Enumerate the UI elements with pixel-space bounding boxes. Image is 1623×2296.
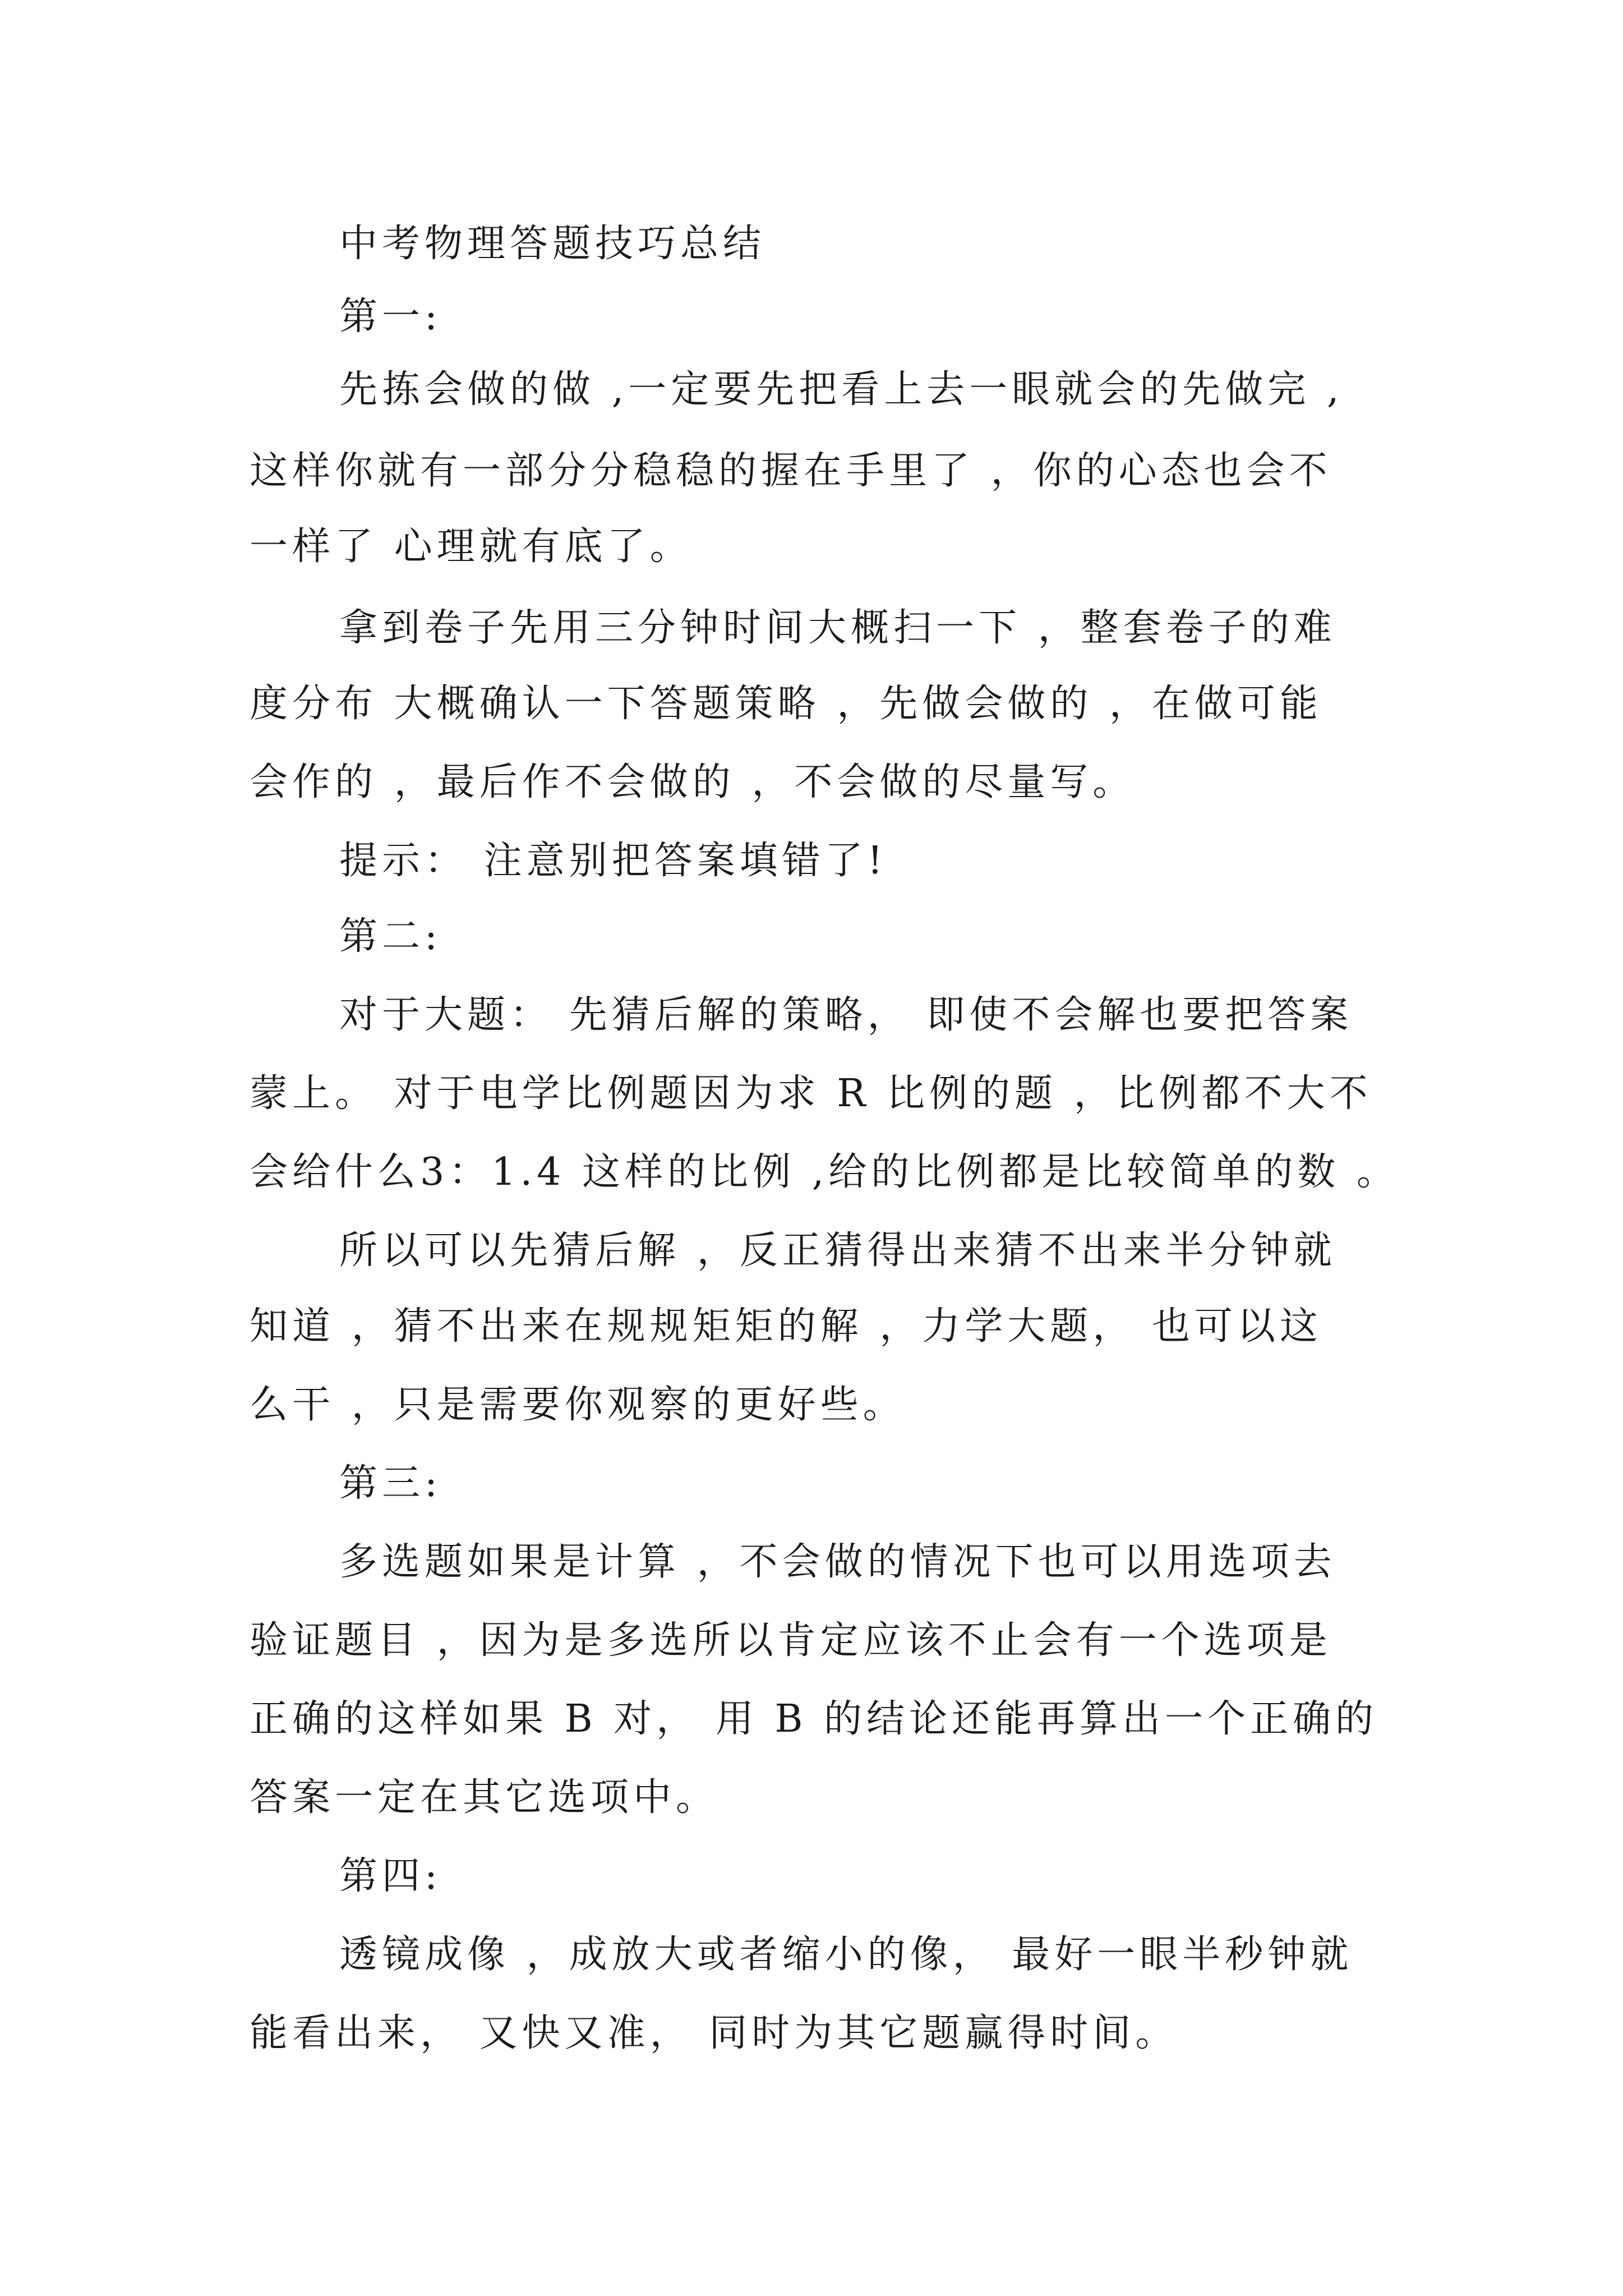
paragraph-line: 正确的这样如果 B 对， 用 B 的结论还能再算出一个正确的 bbox=[250, 1697, 1378, 1741]
paragraph-line: 会作的 ，最后作不会做的 ，不会做的尽量写。 bbox=[250, 760, 1136, 804]
section-heading-2: 第二: bbox=[339, 914, 442, 959]
section-heading-3: 第三: bbox=[339, 1461, 442, 1506]
paragraph-line: 知道 ，猜不出来在规规矩矩的解 ，力学大题， 也可以这 bbox=[250, 1304, 1322, 1349]
paragraph-line: 会给什么3：1.4 这样的比例 ,给的比例都是比较简单的数 。 bbox=[250, 1150, 1399, 1194]
section-heading-1: 第一: bbox=[339, 295, 442, 339]
paragraph-line: 多选题如果是计算 ，不会做的情况下也可以用选项去 bbox=[339, 1540, 1336, 1584]
paragraph-line: 所以可以先猜后解 ，反正猜得出来猜不出来半分钟就 bbox=[339, 1228, 1336, 1273]
paragraph-line: 先拣会做的做 ,一定要先把看上去一眼就会的先做完 , bbox=[339, 367, 1344, 412]
paragraph-line: 么干 ，只是需要你观察的更好些。 bbox=[250, 1383, 906, 1427]
paragraph-line: 这样你就有一部分分稳稳的握在手里了 ，你的心态也会不 bbox=[250, 449, 1332, 493]
tip-line: 提示： 注意别把答案填错了! bbox=[339, 839, 887, 883]
paragraph-line: 对于大题： 先猜后解的策略， 即使不会解也要把答案 bbox=[339, 993, 1353, 1037]
paragraph-line: 能看出来， 又快又准， 同时为其它题赢得时间。 bbox=[250, 2011, 1178, 2055]
paragraph-line: 一样了 心理就有底了。 bbox=[250, 524, 693, 569]
paragraph-line: 蒙上。 对于电学比例题因为求 R 比例的题 ，比例都不大不 bbox=[250, 1071, 1372, 1116]
paragraph-line: 答案一定在其它选项中。 bbox=[250, 1775, 719, 1820]
paragraph-line: 验证题目 ，因为是多选所以肯定应该不止会有一个选项是 bbox=[250, 1618, 1332, 1663]
section-heading-4: 第四: bbox=[339, 1854, 442, 1898]
paragraph-line: 度分布 大概确认一下答题策略 ，先做会做的 ，在做可能 bbox=[250, 682, 1322, 726]
paragraph-line: 透镜成像 ，成放大或者缩小的像， 最好一眼半秒钟就 bbox=[339, 1932, 1353, 1977]
paragraph-line: 拿到卷子先用三分钟时间大概扫一下 ，整套卷子的难 bbox=[339, 606, 1336, 650]
document-title: 中考物理答题技巧总结 bbox=[339, 222, 766, 266]
